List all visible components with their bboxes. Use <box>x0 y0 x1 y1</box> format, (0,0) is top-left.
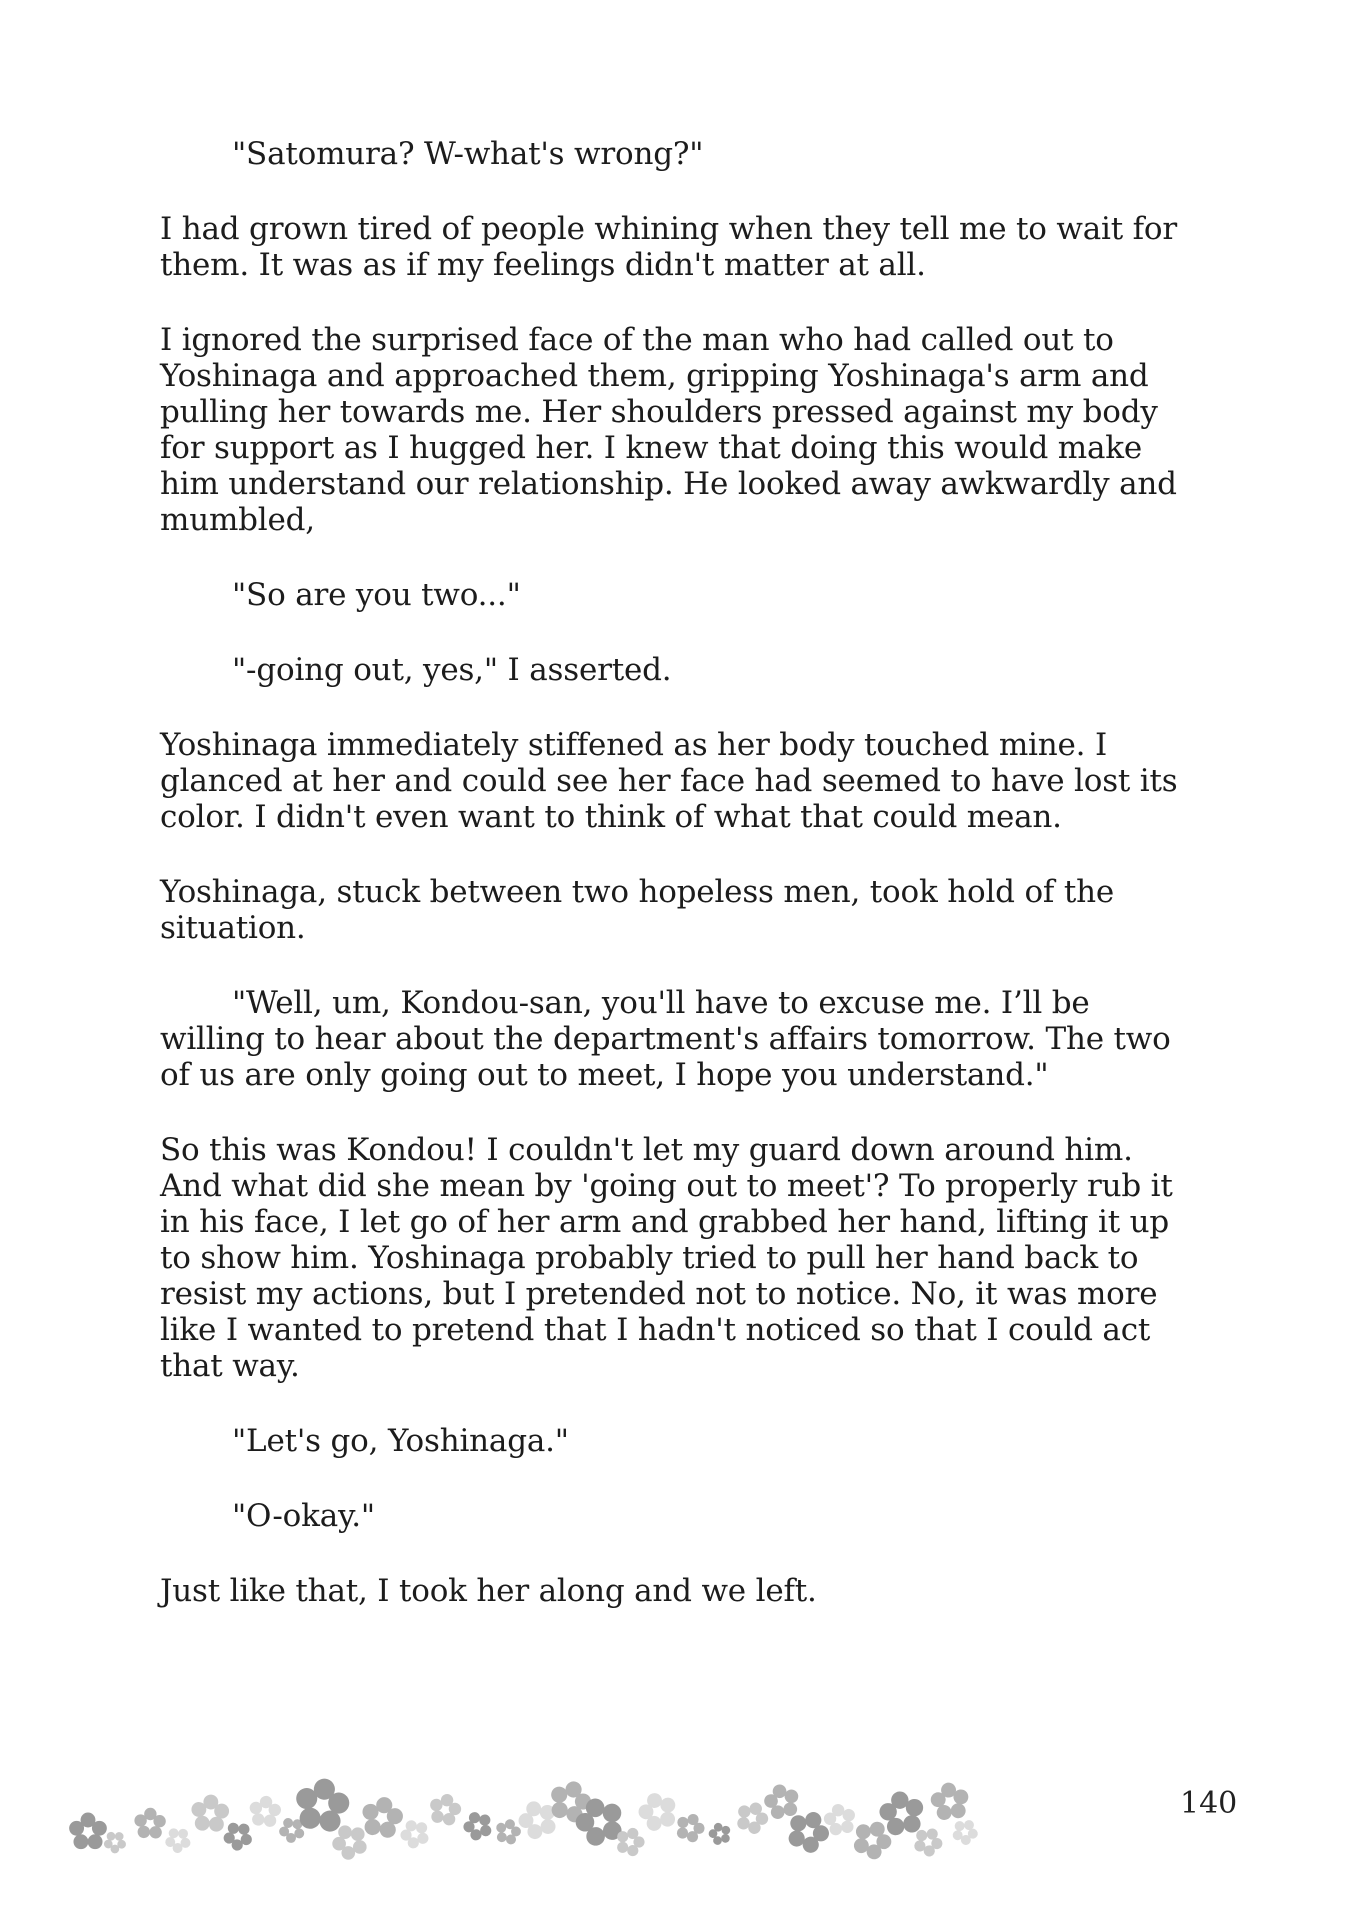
paragraph: Yoshinaga, stuck between two hopeless men, took hold of the situation. <box>160 874 1115 946</box>
flower-icon <box>706 1819 736 1849</box>
flower-icon <box>672 1809 708 1844</box>
paragraph: I had grown tired of people whining when they tell me to wait for them. It was as if my feelings didn't matter at all. <box>160 211 1177 283</box>
flower-icon <box>219 1816 258 1855</box>
page-number: 140 <box>1180 1786 1238 1821</box>
paragraph: "-going out, yes," I asserted. <box>232 652 672 688</box>
flower-icon <box>926 1777 975 1827</box>
flower-icon <box>633 1785 685 1837</box>
paragraph: Just like that, I took her along and we left. <box>160 1573 817 1609</box>
flower-icon <box>248 1794 282 1828</box>
paragraph: Yoshinaga immediately stiffened as her body touched mine. I glanced at her and could see her face had seemed to have lost its color. I didn't even want to think of what that could mean. <box>160 727 1178 835</box>
flower-icon <box>69 1813 107 1850</box>
flower-icon <box>161 1822 196 1857</box>
paragraph: "So are you two..." <box>232 577 521 613</box>
flower-icon <box>459 1806 498 1845</box>
paragraph: I ignored the surprised face of the man who had called out to Yoshinaga and approached them, gripping Yoshinaga's arm and pulling her towards me. Her shoulders pressed against my body for support as I hugged her. I knew that doing this would make him understand our relationship. He looked away awkwardly and mumbled, <box>160 322 1177 538</box>
flower-icon <box>134 1807 166 1839</box>
paragraph: "O-okay." <box>232 1498 375 1534</box>
paragraph: So this was Kondou! I couldn't let my guard down around him. And what did she mean by 'going out to meet'? To properly rub it in his face, I let go of her arm and grabbed her hand, lifting it up to show him. Yoshinaga probably tried to pull her hand back to resist my actions, but I pretended not to notice. No, it was more like I wanted to pretend that I hadn't noticed so that I could act that way. <box>160 1132 1173 1384</box>
paragraph: "Well, um, Kondou-san, you'll have to excuse me. I’ll be willing to hear about the department's affairs tomorrow. The two of us are only going out to meet, I hope you understand." <box>160 985 1171 1093</box>
paragraph: "Let's go, Yoshinaga." <box>232 1423 569 1459</box>
flower-icon <box>948 1814 982 1848</box>
floral-border <box>60 1762 1170 1882</box>
flower-icon <box>427 1791 464 1827</box>
flower-icon <box>359 1794 406 1840</box>
flower-icon <box>190 1793 230 1832</box>
page-text <box>160 136 1200 1648</box>
paragraph: "Satomura? W-what's wrong?" <box>232 136 704 172</box>
